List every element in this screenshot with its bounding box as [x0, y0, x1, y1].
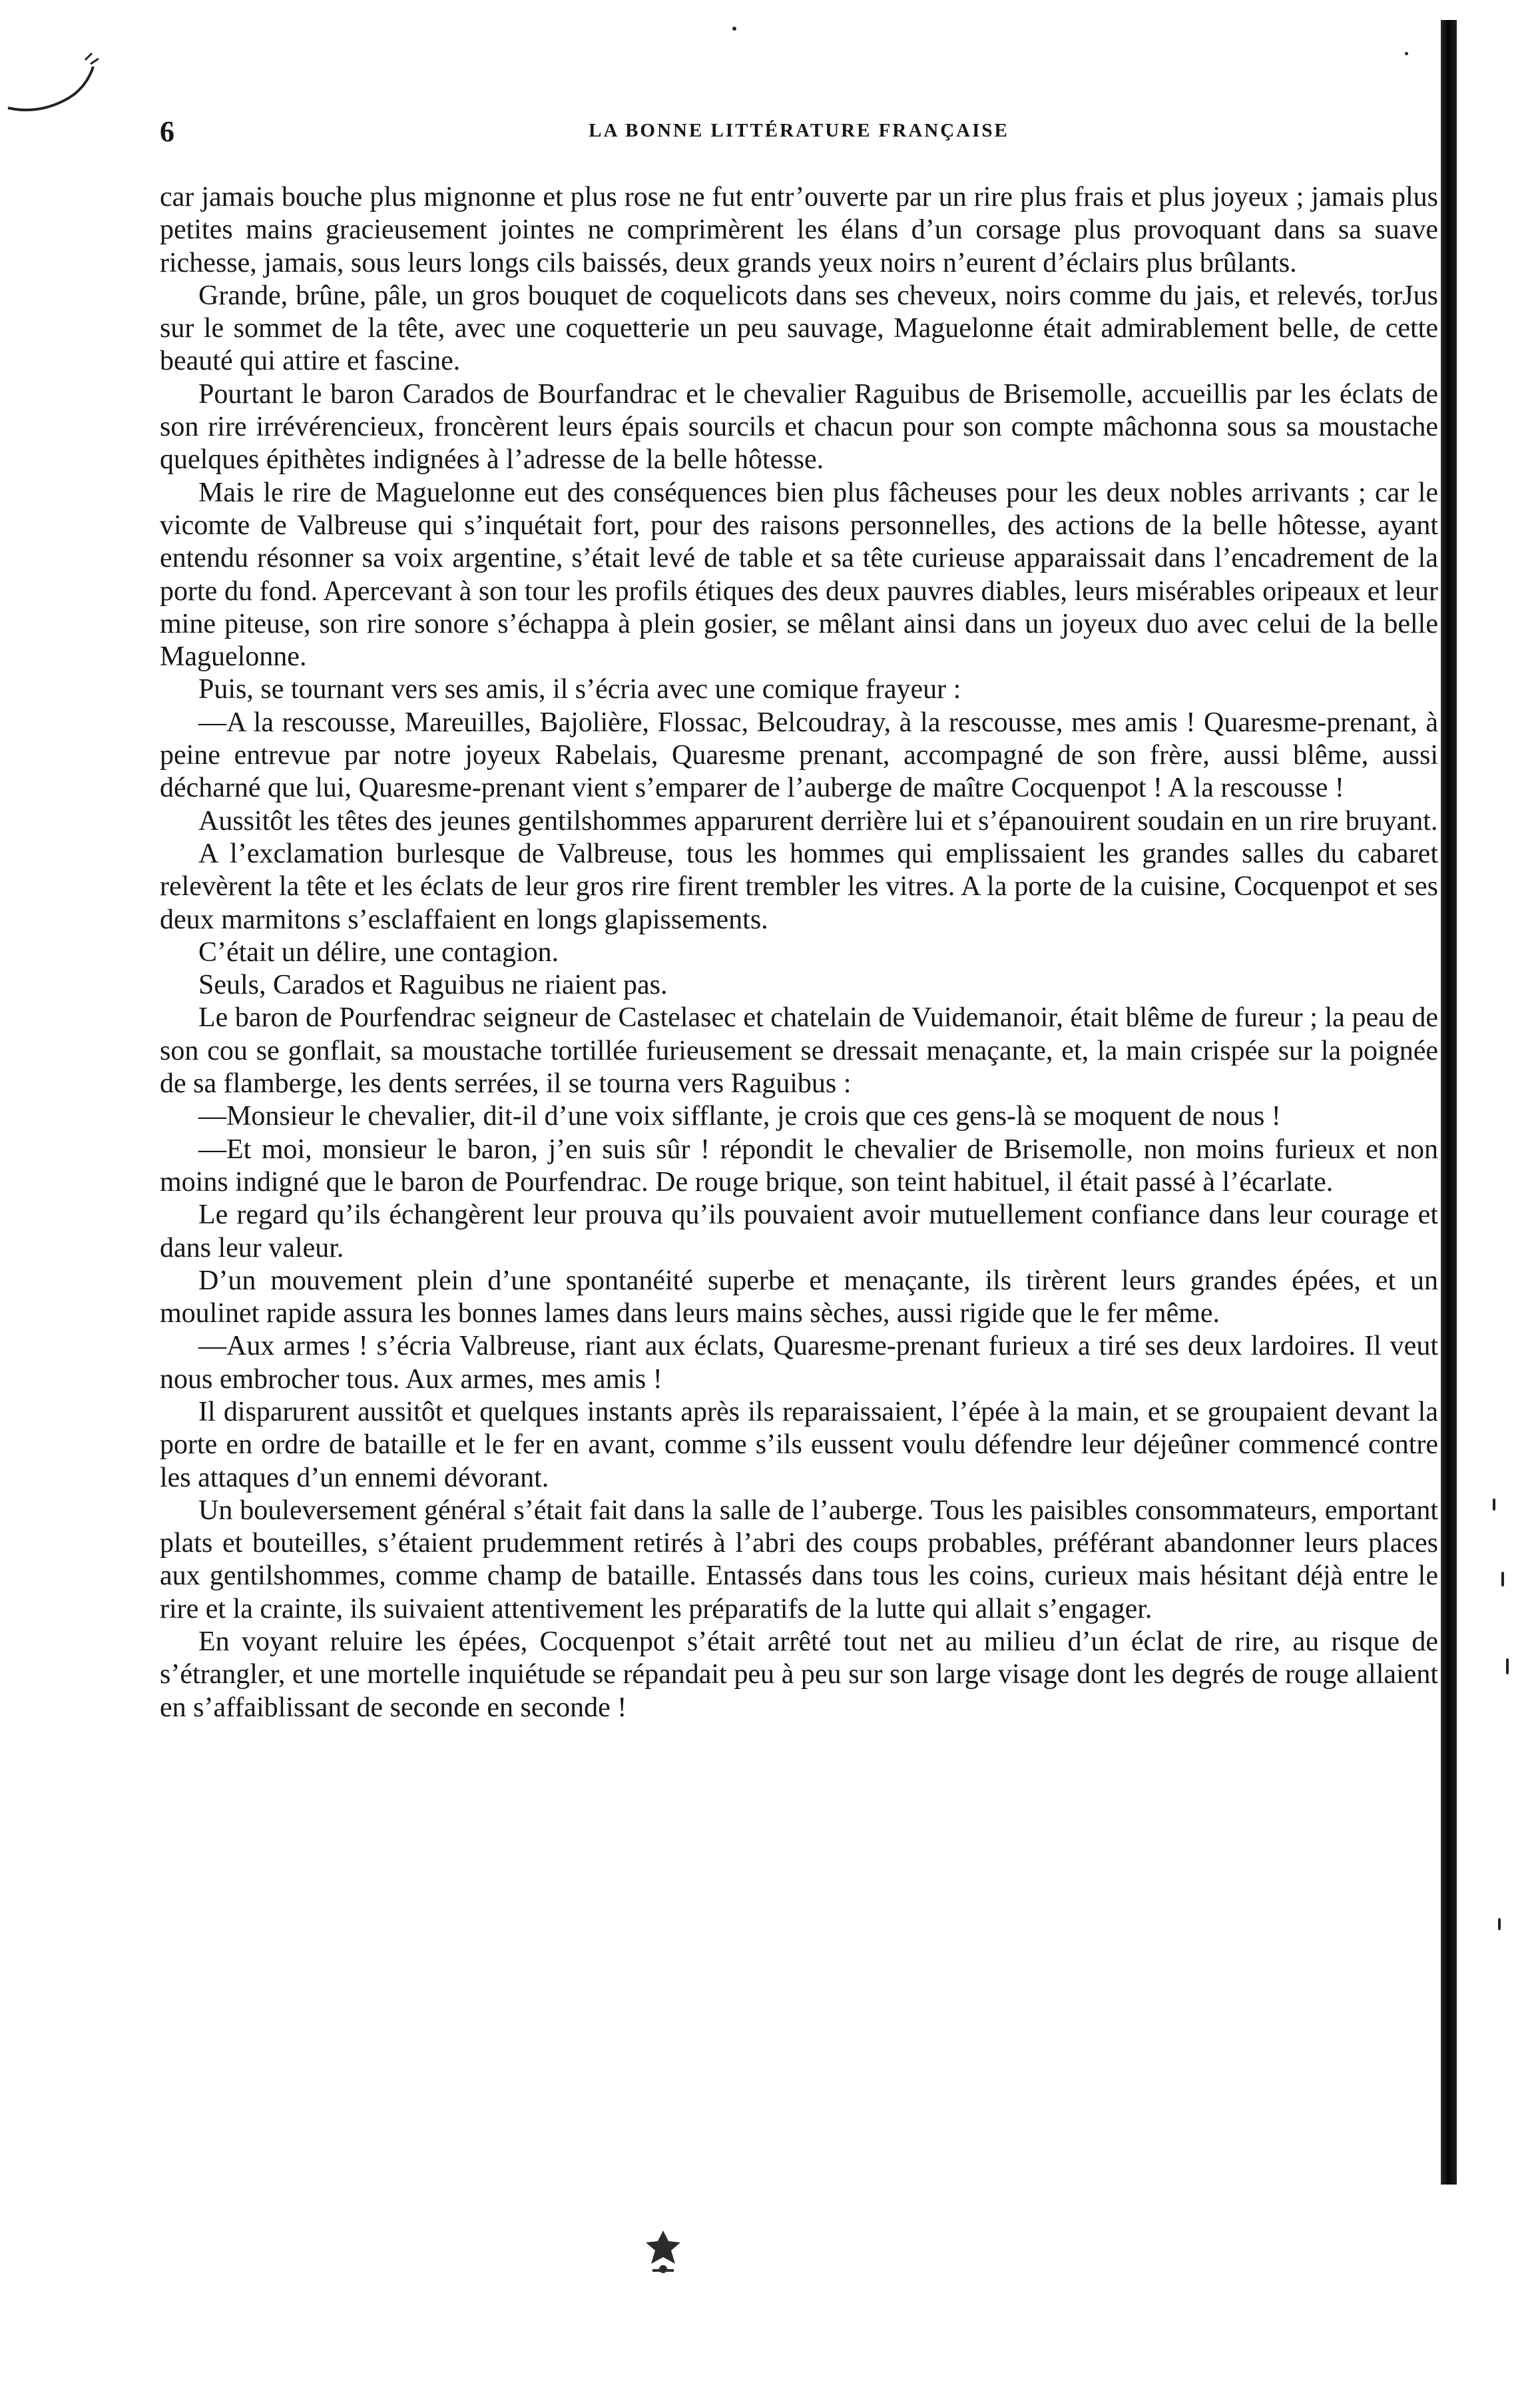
running-title: LA BONNE LITTÉRATURE FRANÇAISE — [589, 120, 1009, 141]
paragraph: Grande, brûne, pâle, un gros bouquet de coquelicots dans ses cheveux, noirs comme du jais, et relevés, torJus sur le sommet de la tête, avec une coquetterie un peu sauvage, Maguelonne était admirablement belle, de cette beauté qui attire et fascine. — [160, 280, 1438, 377]
paragraph: —Et moi, monsieur le baron, j’en suis sûr ! répondit le chevalier de Brisemolle, non moins furieux et non moins indigné que le baron de Pourfendrac. De rouge brique, son teint habituel, il était passé à l’écarlate. — [160, 1134, 1438, 1197]
scan-binding-shadow — [1441, 20, 1457, 2185]
paragraph: C’était un délire, une contagion. — [198, 936, 559, 968]
page-header — [160, 115, 1438, 155]
paragraph: A l’exclamation burlesque de Valbreuse, tous les hommes qui emplissaient les grandes salles du cabaret relevèrent la tête et les éclats de leur gros rire firent trembler les vitres. A la porte de la cuisine, Cocquenpot et ses deux marmitons s’esclaffaient en longs glapissements. — [160, 838, 1438, 935]
scan-speck — [732, 27, 736, 31]
paragraph: Le regard qu’ils échangèrent leur prouva qu’ils pouvaient avoir mutuellement confiance dans leur courage et dans leur valeur. — [160, 1199, 1438, 1263]
page-number: 6 — [160, 115, 174, 148]
scan-speck — [1498, 1918, 1501, 1930]
body-text — [160, 181, 1438, 1724]
paragraph: Seuls, Carados et Raguibus ne riaient pas. — [198, 970, 668, 1001]
scan-speck — [1405, 52, 1408, 55]
paragraph: car jamais bouche plus mignonne et plus rose ne fut entr’ouverte par un rire plus frais et plus joyeux ; jamais plus petites mains gracieusement jointes ne comprimèrent les élans d’un corsage plus provoquant dans sa suave richesse, jamais, sous leurs longs cils baissés, deux grands yeux noirs n’eurent d’éclairs plus brûlants. — [160, 182, 1438, 278]
paragraph: —A la rescousse, Mareuilles, Bajolière, Flossac, Belcoudray, à la rescousse, mes amis ! Quaresme-prenant, à peine entrevue par notre joyeux Rabelais, Quaresme prenant, accompagné de son frère, aussi blême, aussi décharné que lui, Quaresme-prenant vient s’emparer de l’auberge de maître Cocquenpot ! A la rescousse ! — [160, 707, 1438, 804]
paragraph: —Monsieur le chevalier, dit-il d’une voix sifflante, je crois que ces gens-là se moquent de nous ! — [198, 1101, 1281, 1132]
paragraph: Un bouleversement général s’était fait dans la salle de l’auberge. Tous les paisibles consommateurs, emportant plats et bouteilles, s’étaient prudemment retirés à l’abri des coups probables, préférant abandonner leurs places aux gentilshommes, comme champ de bataille. Entassés dans tous les coins, curieux mais hésitant déjà entre le rire et la crainte, ils suivaient attentivement les préparatifs de la lutte qui allait s’engager. — [160, 1495, 1438, 1624]
paragraph: Aussitôt les têtes des jeunes gentilshommes apparurent derrière lui et s’épanouirent soudain en un rire bruyant. — [198, 805, 1438, 837]
scan-speck — [1501, 1572, 1504, 1586]
printer-ornament — [639, 2228, 687, 2276]
paragraph: Le baron de Pourfendrac seigneur de Castelasec et chatelain de Vuidemanoir, était blême de fureur ; la peau de son cou se gonflait, sa moustache tortillée furieusement se dressait menaçante, et, la main crispée sur la poignée de sa flamberge, les dents serrées, il se tourna vers Raguibus : — [160, 1002, 1438, 1100]
paragraph: Puis, se tournant vers ses amis, il s’écria avec une comique frayeur : — [198, 674, 961, 705]
paragraph: Il disparurent aussitôt et quelques instants après ils reparaissaient, l’épée à la main, et se groupaient devant la porte en ordre de bataille et le fer en avant, comme s’ils eussent voulu défendre leur déjeûner commencé contre les attaques d’un ennemi dévorant. — [160, 1396, 1438, 1493]
paragraph: —Aux armes ! s’écria Valbreuse, riant aux éclats, Quaresme-prenant furieux a tiré ses deux lardoires. Il veut nous embrocher tous. Aux armes, mes amis ! — [160, 1331, 1438, 1395]
paragraph: Pourtant le baron Carados de Bourfandrac et le chevalier Raguibus de Brisemolle, accueillis par les éclats de son rire irrévérencieux, froncèrent leurs épais sourcils et chacun pour son compte mâchonna sous sa moustache quelques épithètes indignées à l’adresse de la belle hôtesse. — [160, 378, 1438, 476]
scan-speck — [1506, 1658, 1509, 1674]
paragraph: En voyant reluire les épées, Cocquenpot s’était arrêté tout net au milieu d’un éclat de rire, au risque de s’étrangler, et une mortelle inquiétude se répandait peu à peu sur son large visage dont les degrés de rouge allaient en s’affaiblissant de seconde en seconde ! — [160, 1626, 1438, 1723]
scan-speck — [1493, 1499, 1495, 1511]
paragraph: D’un mouvement plein d’une spontanéité superbe et menaçante, ils tirèrent leurs grandes épées, et un moulinet rapide assura les bonnes lames dans leurs mains sèches, aussi rigide que le fer même. — [160, 1265, 1438, 1329]
paragraph: Mais le rire de Maguelonne eut des conséquences bien plus fâcheuses pour les deux nobles arrivants ; car le vicomte de Valbreuse qui s’inquétait fort, pour des raisons personnelles, des actions de la belle hôtesse, ayant entendu résonner sa voix argentine, s’était levé de table et sa tête curieuse apparaissait dans l’encadrement de la porte du fond. Apercevant à son tour les profils étiques des deux pauvres diables, leurs misérables oripeaux et leur mine piteuse, son rire sonore s’échappa à plein gosier, se mêlant ainsi dans un joyeux duo avec celui de la belle Maguelonne. — [160, 477, 1438, 673]
scan-stroke-mark — [5, 47, 105, 120]
